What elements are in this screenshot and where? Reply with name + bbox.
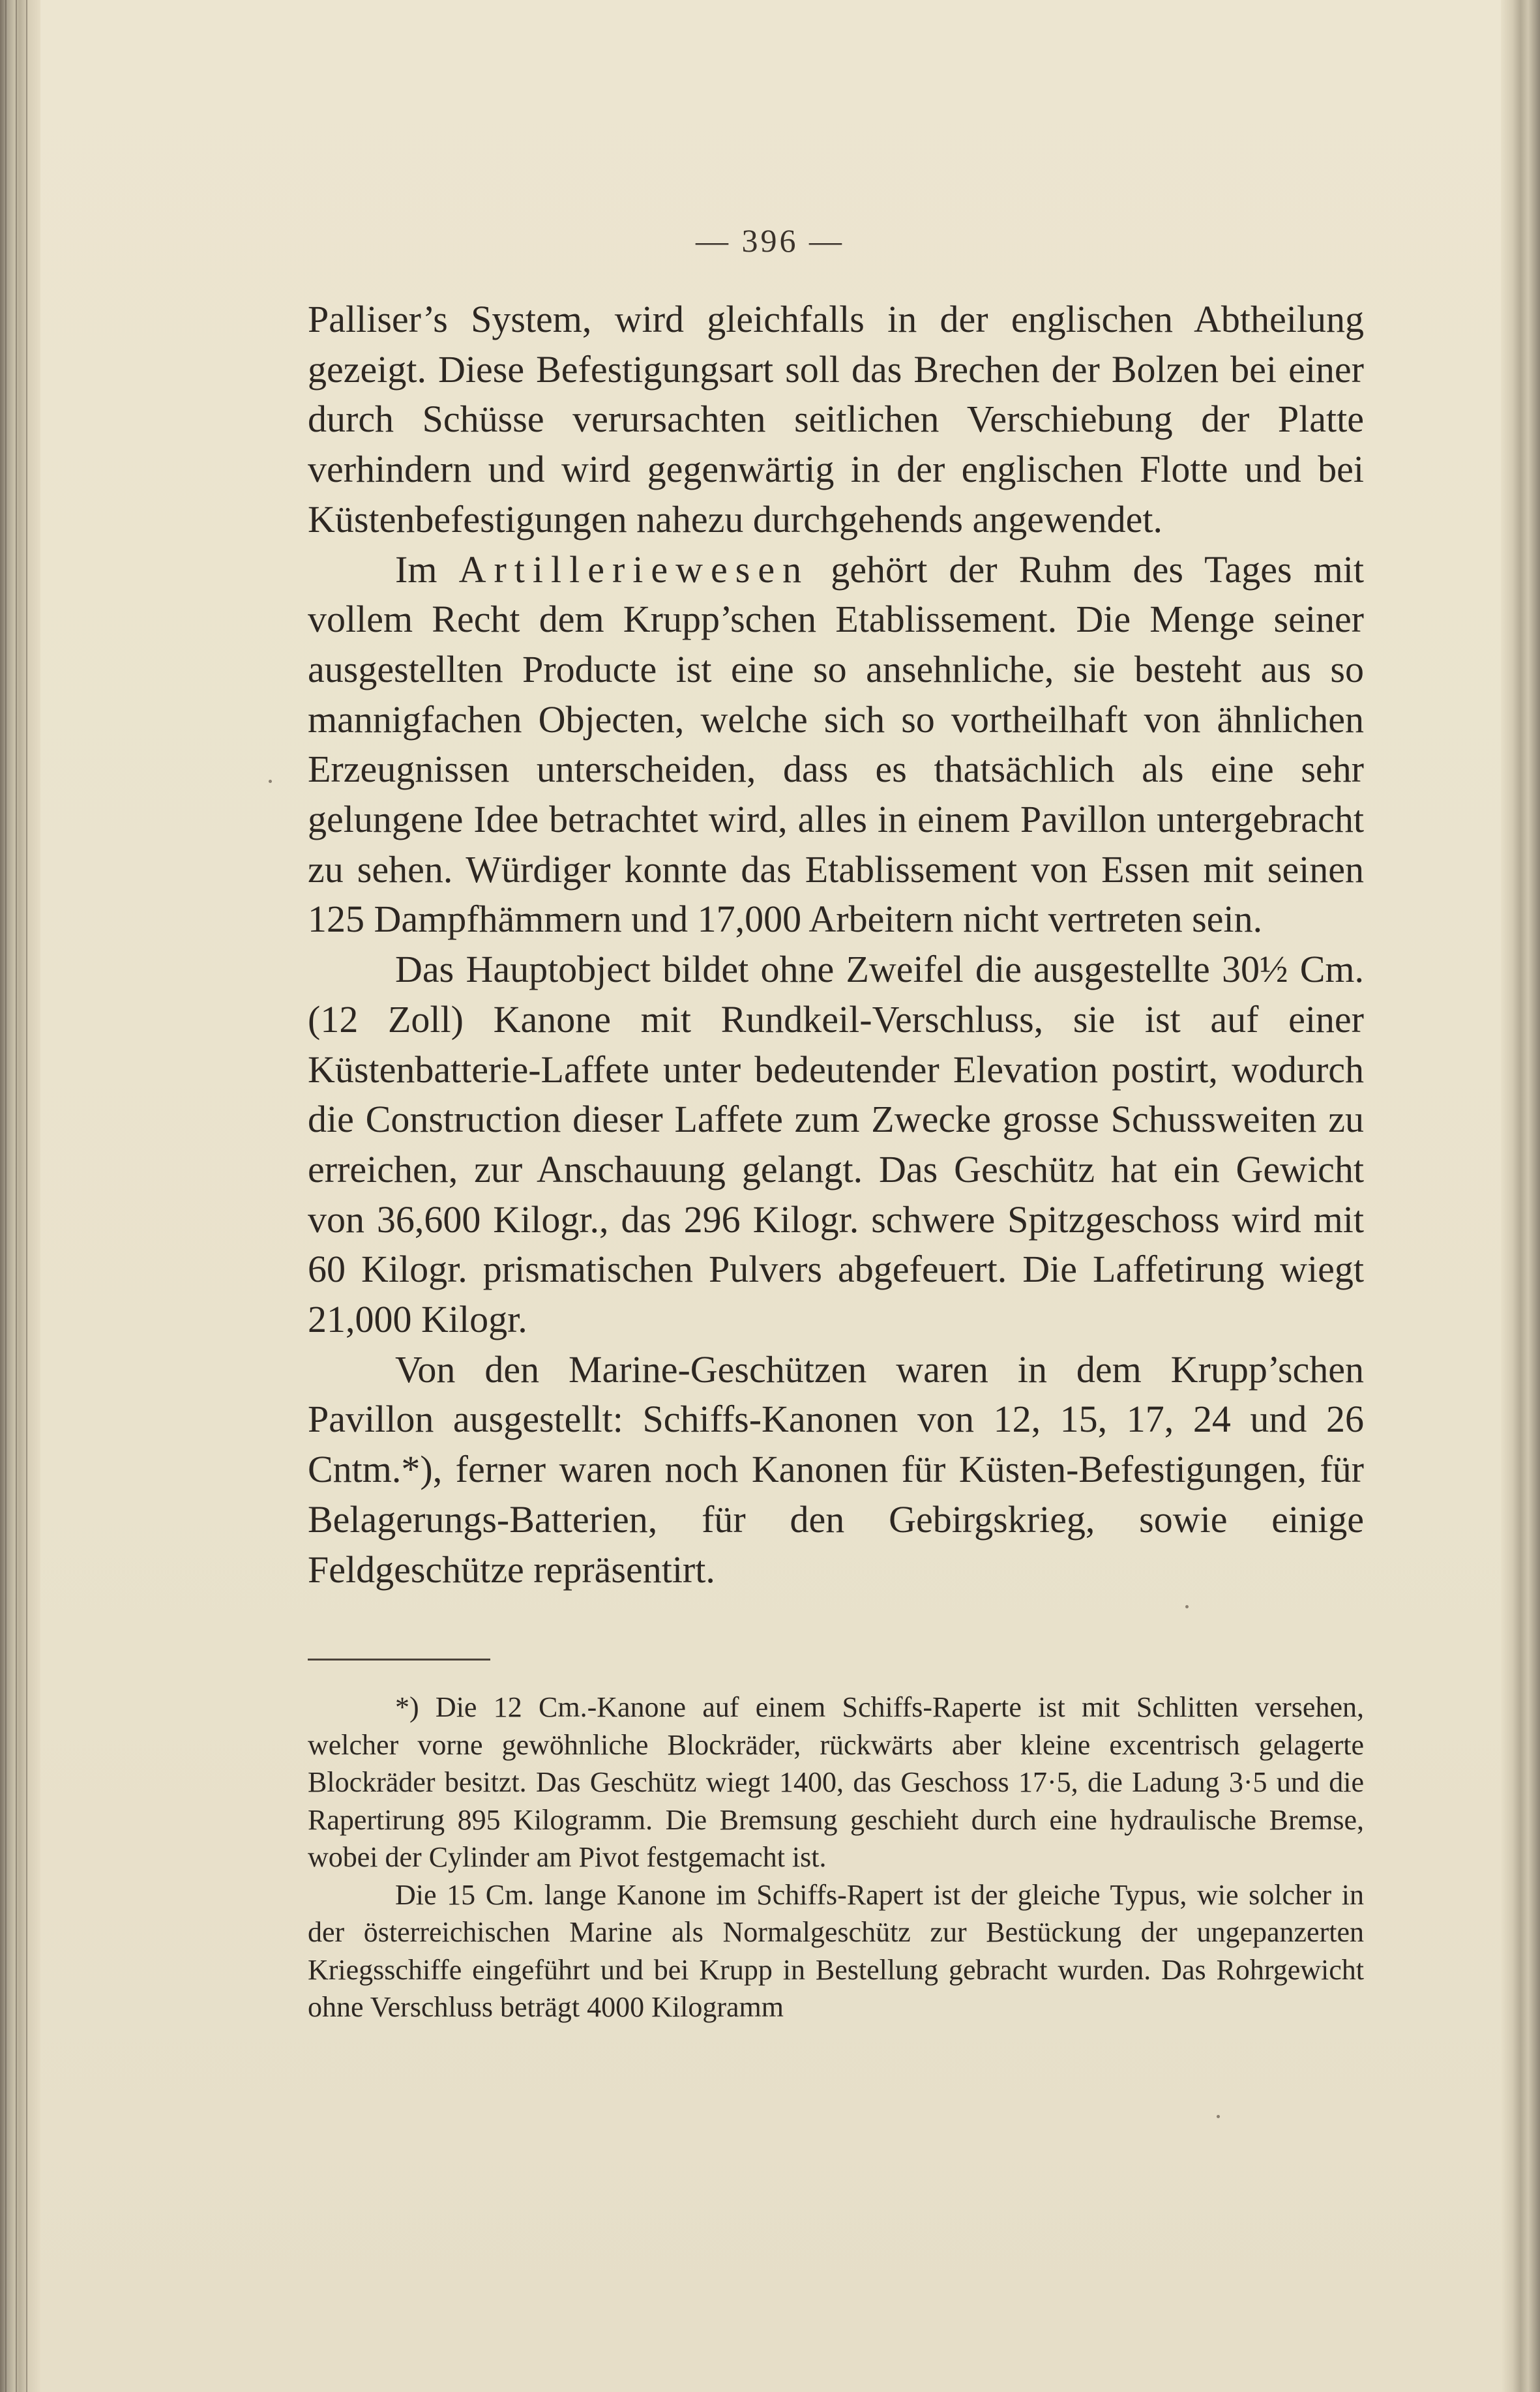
paper-speck (1185, 1605, 1189, 1608)
paragraph-lead: Im (395, 548, 459, 591)
footnote-12cm-kanone: *) Die 12 Cm.-Kanone auf einem Schiffs-Raperte ist mit Schlitten versehen, welcher vorne gewöhnliche Blockräder, rückwärts aber kleine excentrisch gelagerte Blockräder besitzt. Das Geschütz wiegt 1400, das Geschoss 17·5, die Ladung 3·5 und die Rapertirung 895 Kilogramm. Die Bremsung geschieht durch eine hydraulische Bremse, wobei der Cylinder am Pivot festgemacht ist. (308, 1691, 1364, 1873)
emphasized-term: Artilleriewesen (458, 548, 810, 591)
binding-crease (5, 0, 7, 2392)
page-number: — 396 — (696, 222, 844, 259)
paper-speck (269, 780, 272, 783)
footnote-divider (308, 1659, 490, 1661)
footnote-15cm-kanone: Die 15 Cm. lange Kanone im Schiffs-Rapert ist der gleiche Typus, wie solcher in der österreichischen Marine als Normalgeschütz zur Bestückung der ungepanzerten Kriegsschiffe eingeführt und bei Krupp in Bestellung gebracht wurden. Das Rohrgewicht ohne Verschluss beträgt 4000 Kilogramm (308, 1878, 1364, 2023)
paragraph-marine-geschuetze: Von den Marine-Geschützen waren in dem Krupp’schen Pavillon ausgestellt: Schiffs-Kanonen von 12, 15, 17, 24 und 26 Cntm.*), ferner waren noch Kanonen für Küsten-Befestigungen, für Belagerungs-Batterien, für den Gebirgskrieg, sowie einige Feldgeschütze repräsentirt. (308, 1348, 1364, 1591)
paragraph-palliser-system: Palliser’s System, wird gleichfalls in der englischen Abtheilung gezeigt. Diese Befestigungsart soll das Brechen der Bolzen bei einer durch Schüsse verursachten seitlichen Verschiebung der Platte verhindern und wird gegenwärtig in der englischen Flotte und bei Küstenbefestigungen nahezu durchgehends angewendet. (308, 298, 1364, 540)
main-text (308, 295, 1364, 1595)
binding-crease (16, 0, 17, 2392)
footnotes (308, 1689, 1364, 2026)
page-stack-edge (1501, 0, 1540, 2392)
paper-speck (1217, 2115, 1220, 2118)
binding-crease (26, 0, 27, 2392)
paragraph-continuation: gehört der Ruhm des Tages mit vollem Recht dem Krupp’schen Etablissement. Die Menge seiner ausgestellten Producte ist eine so ansehnliche, sie besteht aus so mannigfachen Objecten, welche sich so vortheilhaft von ähnlichen Erzeugnissen unterscheiden, dass es thatsächlich als eine sehr gelungene Idee betrachtet wird, alles in einem Pavillon untergebracht zu sehen. Würdiger konnte das Etablissement von Essen mit seinen 125 Dampfhämmern und 17,000 Arbeitern nicht vertreten sein. (308, 548, 1364, 941)
paragraph-artilleriewesen (308, 545, 1364, 945)
book-binding-edge (0, 0, 40, 2392)
paragraph-hauptobject: Das Hauptobject bildet ohne Zweifel die ausgestellte 30½ Cm. (12 Zoll) Kanone mit Rundkeil-Verschluss, sie ist auf einer Küstenbatterie-Laffete unter bedeutender Elevation postirt, wodurch die Construction dieser Laffete zum Zwecke grosse Schussweiten zu erreichen, zur Anschauung gelangt. Das Geschütz hat ein Gewicht von 36,600 Kilogr., das 296 Kilogr. schwere Spitzgeschoss wird mit 60 Kilogr. prismatischen Pulvers abgefeuert. Die Laffetirung wiegt 21,000 Kilogr. (308, 948, 1364, 1341)
